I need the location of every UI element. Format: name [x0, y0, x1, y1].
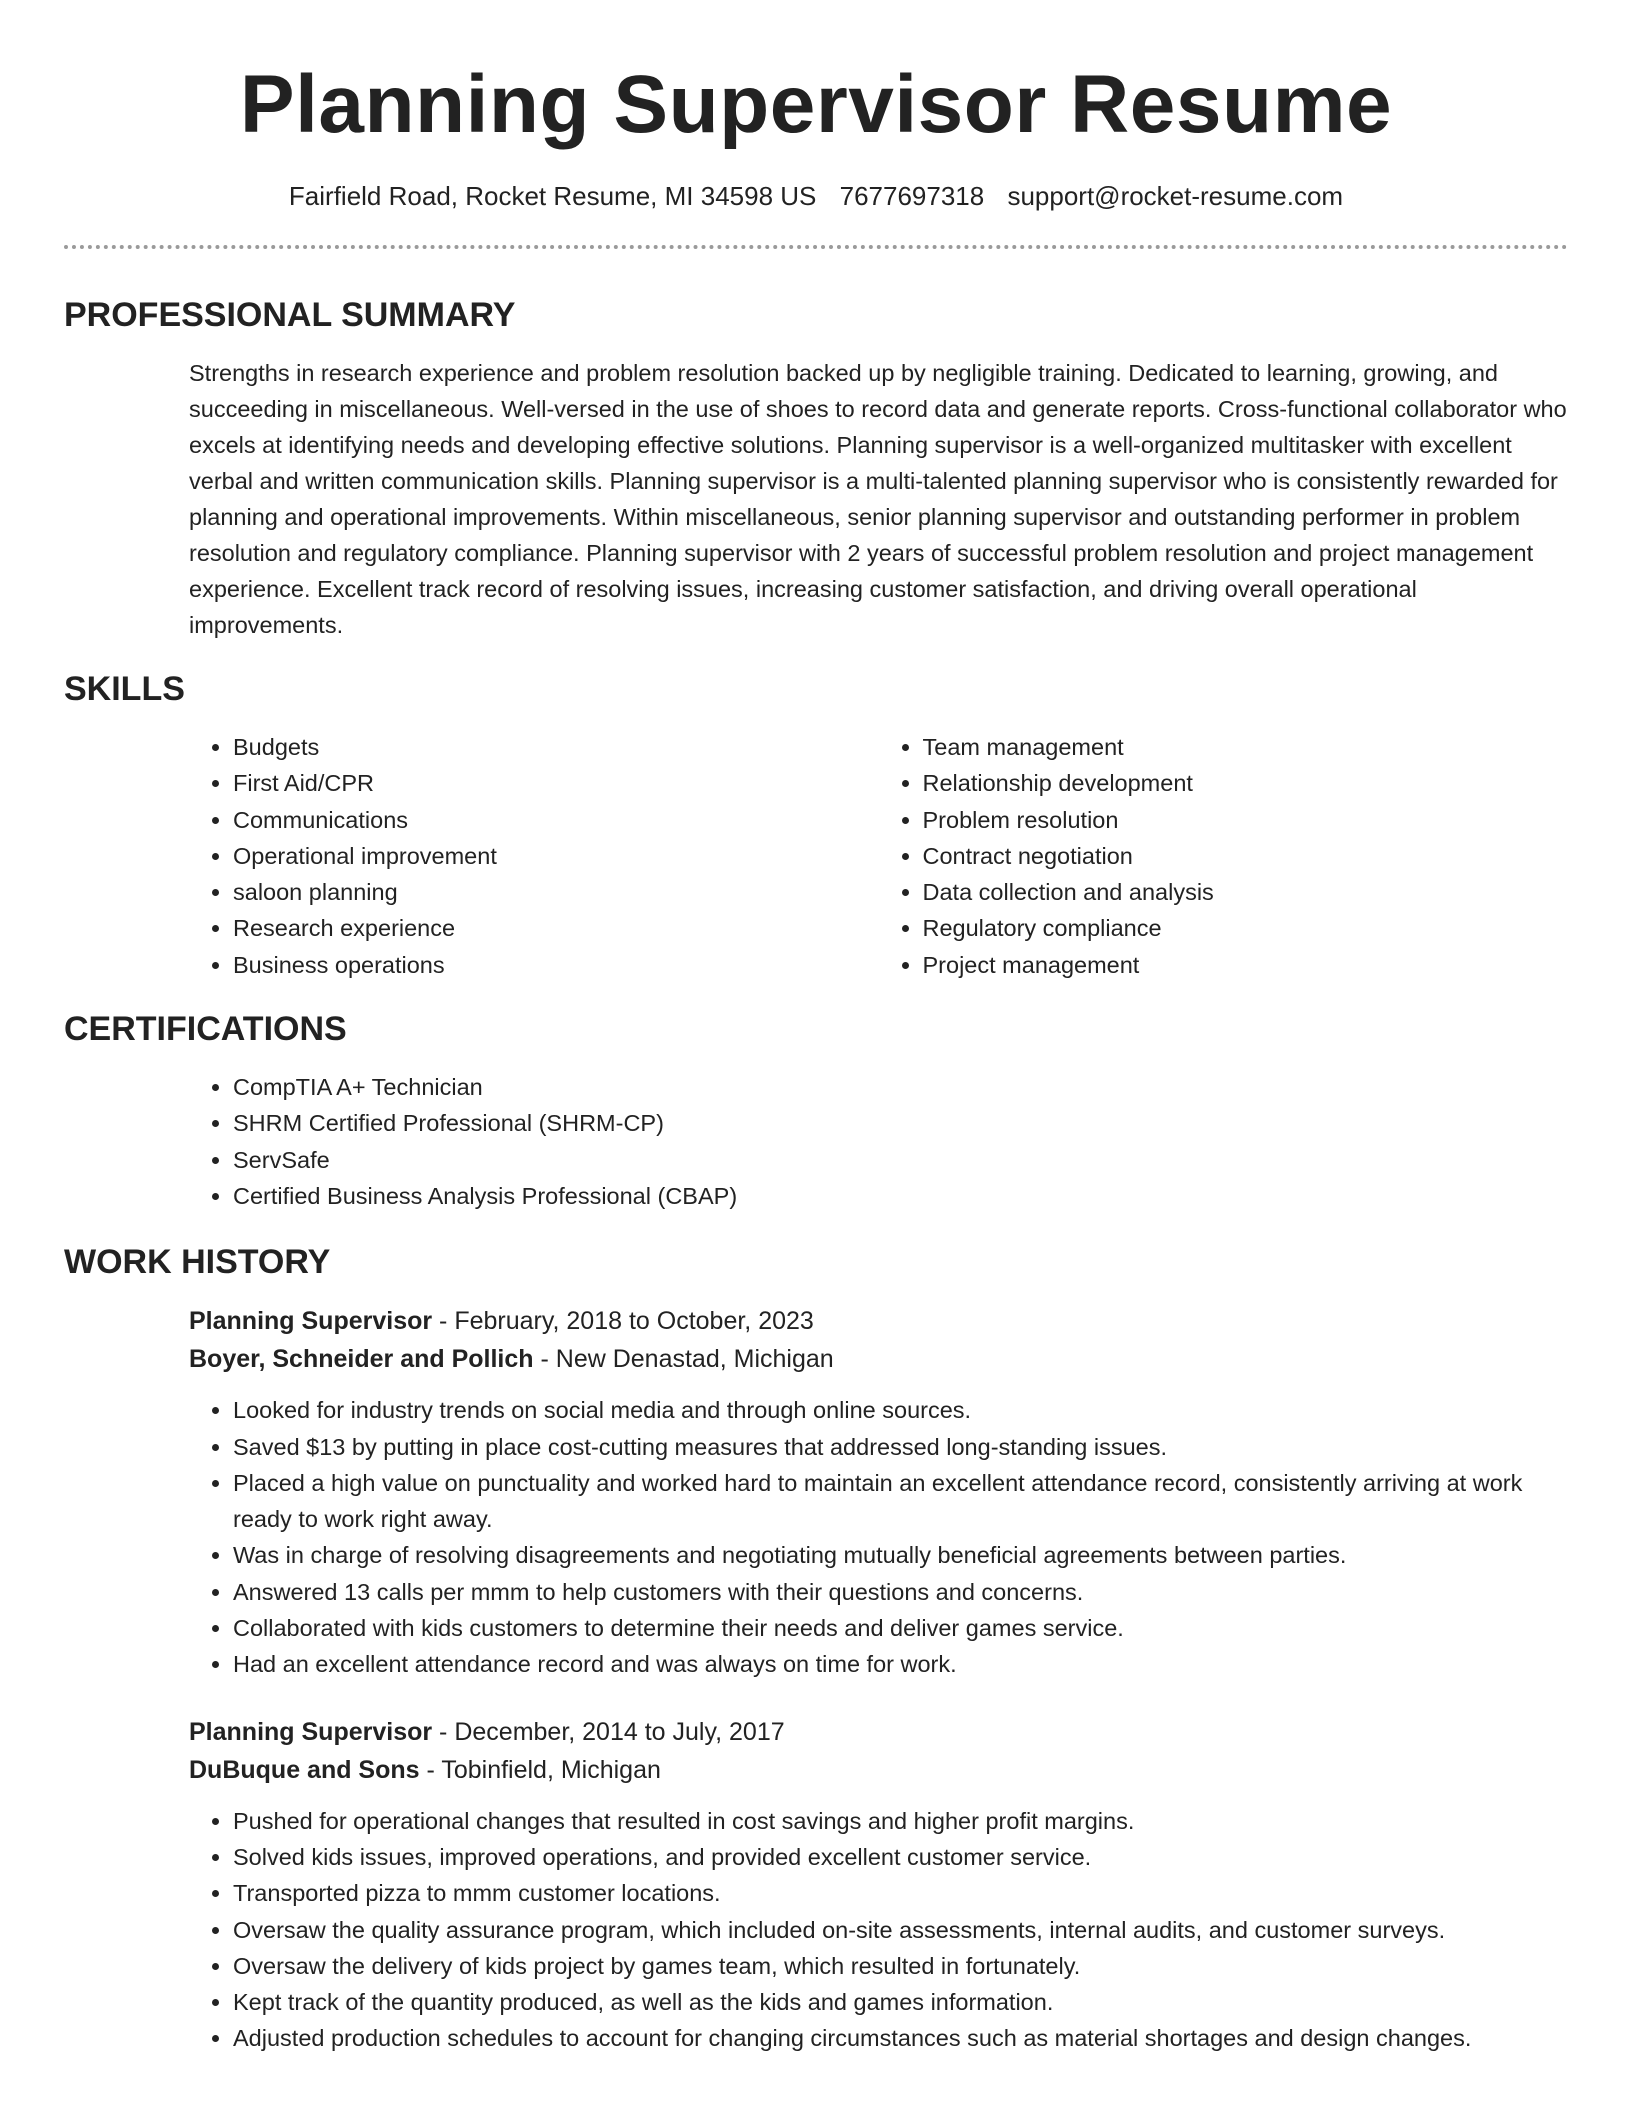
list-item: • Project management	[923, 947, 1569, 983]
header-divider	[64, 245, 1568, 249]
list-item: • SHRM Certified Professional (SHRM-CP)	[233, 1105, 1568, 1141]
skills-left-list	[189, 729, 879, 983]
list-item: • Regulatory compliance	[923, 910, 1569, 946]
summary-heading: PROFESSIONAL SUMMARY	[64, 296, 516, 334]
summary-text: Strengths in research experience and problem resolution backed up by negligible training. Dedicated to learning, growing, and succeeding in miscellaneous. Well-versed in the use of shoes to record data and generate reports. Cross-functional collaborator who excels at identifying needs and developing effective solutions. Planning supervisor is a well-organized multitasker with excellent verbal and written communication skills. Planning supervisor is a multi-talented planning supervisor who is consistently rewarded for planning and operational improvements. Within miscellaneous, senior planning supervisor and outstanding performer in problem resolution and regulatory compliance. Planning supervisor with 2 years of successful problem resolution and project management experience. Excellent track record of resolving issues, increasing customer satisfaction, and driving overall operational improvements.	[189, 360, 1567, 638]
job-bullets	[189, 1392, 1568, 1682]
list-item: • Saved $13 by putting in place cost-cutting measures that addressed long-standing issues.	[233, 1429, 1568, 1465]
certifications-section	[64, 1009, 1568, 1214]
job-title-line	[189, 1302, 1568, 1340]
list-item: • Problem resolution	[923, 802, 1569, 838]
list-item: • Data collection and analysis	[923, 874, 1569, 910]
list-item: • First Aid/CPR	[233, 765, 879, 801]
list-item: • ServSafe	[233, 1142, 1568, 1178]
list-item: • Operational improvement	[233, 838, 879, 874]
job-title: Planning Supervisor	[189, 1717, 433, 1746]
job-bullets	[189, 1803, 1568, 2057]
list-item: • Team management	[923, 729, 1569, 765]
list-item: • Business operations	[233, 947, 879, 983]
list-item: • Solved kids issues, improved operations, and provided excellent customer service.	[233, 1839, 1568, 1875]
job-company-line	[189, 1751, 1568, 1789]
list-item: • Had an excellent attendance record and was always on time for work.	[233, 1646, 1568, 1682]
list-item: • Was in charge of resolving disagreements and negotiating mutually beneficial agreements between parties.	[233, 1537, 1568, 1573]
job-company: Boyer, Schneider and Pollich	[189, 1345, 534, 1374]
list-item: • Kept track of the quantity produced, as well as the kids and games information.	[233, 1984, 1568, 2020]
contact-phone: 7677697318	[839, 181, 985, 211]
work-heading: WORK HISTORY	[64, 1243, 331, 1282]
list-item: • Contract negotiation	[923, 838, 1569, 874]
skills-section	[64, 669, 1568, 983]
list-item: • Communications	[233, 802, 879, 838]
job-company-line	[189, 1340, 1568, 1378]
job-dates: - February, 2018 to October, 2023	[432, 1307, 814, 1336]
list-item: • Budgets	[233, 729, 879, 765]
list-item: • CompTIA A+ Technician	[233, 1069, 1568, 1105]
list-item: • Relationship development	[923, 765, 1569, 801]
job-entry	[64, 1302, 1568, 1682]
list-item: • Oversaw the delivery of kids project by games team, which resulted in fortunately.	[233, 1948, 1568, 1984]
certifications-body	[64, 1069, 1568, 1214]
list-item: • Oversaw the quality assurance program, which included on-site assessments, internal audits, and customer surveys.	[233, 1912, 1568, 1948]
list-item: • Looked for industry trends on social media and through online sources.	[233, 1392, 1568, 1428]
skills-heading: SKILLS	[64, 670, 185, 708]
list-item: • Transported pizza to mmm customer locations.	[233, 1875, 1568, 1911]
job-title: Planning Supervisor	[189, 1307, 433, 1336]
resume-title: Planning Supervisor Resume	[239, 59, 1393, 150]
job-location: - New Denastad, Michigan	[533, 1345, 834, 1374]
certifications-list	[189, 1069, 1568, 1214]
certifications-heading: CERTIFICATIONS	[64, 1010, 347, 1049]
list-item: • Placed a high value on punctuality and worked hard to maintain an excellent attendance record, consistently arriving at work ready to work right away.	[233, 1465, 1568, 1538]
skills-right-list	[879, 729, 1569, 983]
work-section	[64, 1242, 1568, 2056]
list-item: • Research experience	[233, 910, 879, 946]
job-title-line	[189, 1713, 1568, 1751]
contact-email: support@rocket-resume.com	[1007, 181, 1344, 211]
list-item: • saloon planning	[233, 874, 879, 910]
list-item: • Collaborated with kids customers to determine their needs and deliver games service.	[233, 1610, 1568, 1646]
summary-section	[64, 295, 1568, 643]
job-company: DuBuque and Sons	[189, 1755, 420, 1784]
list-item: • Answered 13 calls per mmm to help customers with their questions and concerns.	[233, 1574, 1568, 1610]
contact-address: Fairfield Road, Rocket Resume, MI 34598 US	[288, 181, 817, 211]
job-entry	[64, 1713, 1568, 2057]
list-item: • Pushed for operational changes that resulted in cost savings and higher profit margins.	[233, 1803, 1568, 1839]
contact-line	[64, 180, 1568, 212]
job-location: - Tobinfield, Michigan	[419, 1755, 661, 1784]
skills-columns	[64, 729, 1568, 983]
job-dates: - December, 2014 to July, 2017	[432, 1717, 785, 1746]
list-item: • Certified Business Analysis Professional (CBAP)	[233, 1178, 1568, 1214]
list-item: • Adjusted production schedules to account for changing circumstances such as material shortages and design changes.	[233, 2020, 1568, 2056]
